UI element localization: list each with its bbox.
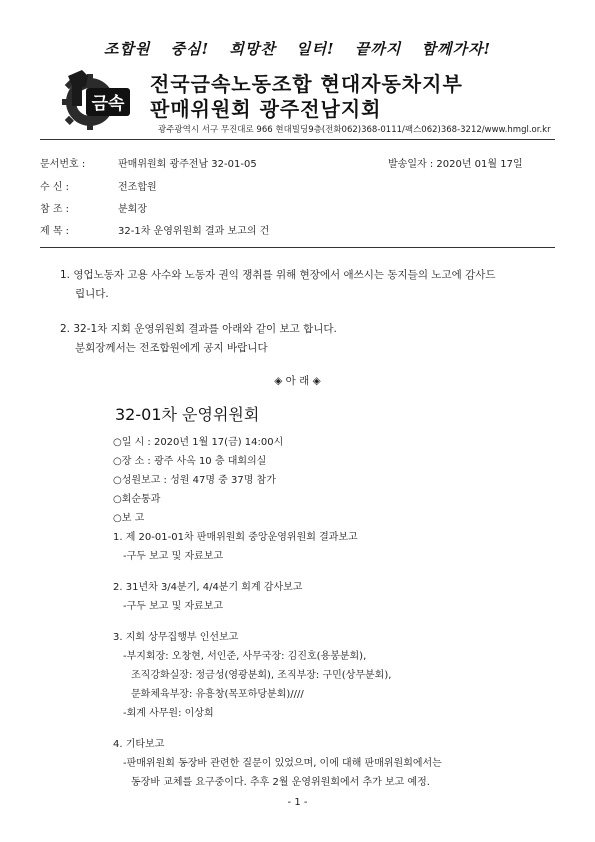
meta-divider: [40, 247, 555, 248]
send-date: 2020년 01월 17일: [436, 159, 523, 170]
recipient-label: 수 신 :: [40, 182, 70, 193]
doc-number: 판매위원회 광주전남 32-01-05: [118, 159, 257, 170]
recipient: 전조합원: [118, 182, 157, 193]
reference-row: [40, 200, 147, 215]
subject-row: [40, 222, 269, 237]
report-item-2-detail: -구두 보고 및 자료보고: [123, 601, 224, 612]
paragraph-1-line2: 립니다.: [75, 288, 109, 300]
union-logo: [60, 66, 132, 130]
below-marker: ◈ 아 래 ◈: [274, 375, 321, 387]
slogan: 조합원 중심! 희망찬 일터! 끝까지 함께가자!: [103, 40, 492, 58]
date-label: 발송일자 :: [388, 159, 434, 170]
logo-text: 금속: [91, 94, 125, 114]
report-item-1-detail: -구두 보고 및 자료보고: [123, 551, 224, 562]
date-row: [388, 155, 523, 170]
paragraph-2-line1: 2. 32-1차 지회 운영위원회 결과를 아래와 같이 보고 합니다.: [60, 323, 337, 335]
paragraph-2-line2: 분회장께서는 전조합원에게 공지 바랍니다: [75, 342, 268, 354]
reference: 분회장: [118, 204, 147, 215]
report-item-2: 2. 31년차 3/4분기, 4/4분기 회계 감사보고: [113, 582, 303, 593]
report-item-3: 3. 지회 상무집행부 인선보고: [113, 632, 239, 643]
report-item-1: 1. 제 20-01-01차 판매위원회 중앙운영위원회 결과보고: [113, 532, 358, 543]
org-address: 광주광역시 서구 무진대로 966 현대빌딩9층(전화062)368-0111/팩스062)368-3212/www.hmgl.or.kr: [158, 125, 551, 135]
report-item-3-line2: 조직강화실장: 정금성(영광분회), 조직부장: 구민(상무분회),: [131, 670, 392, 681]
page-number: - 1 -: [287, 797, 308, 808]
meeting-where: ○장 소 : 광주 사옥 10 층 대회의실: [113, 456, 267, 467]
header-divider: [40, 139, 555, 140]
paragraph-1-line1: 1. 영업노동자 고용 사수와 노동자 권익 쟁취를 위해 현장에서 애쓰시는 동지들의 노고에 감사드: [60, 269, 496, 281]
report-item-3-line1: -부지회장: 오창현, 서인준, 사무국장: 김진호(용봉분회),: [123, 651, 367, 662]
subject-label: 제 목 :: [40, 226, 70, 237]
meeting-opening: ○회순통과: [113, 494, 161, 505]
subject: 32-1차 운영위원회 결과 보고의 건: [118, 226, 270, 237]
doc-number-label: 문서번호 :: [40, 159, 86, 170]
doc-number-row: [40, 155, 257, 170]
reference-label: 참 조 :: [40, 204, 70, 215]
meeting-when: ○일 시 : 2020년 1월 17(금) 14:00시: [113, 437, 284, 448]
report-item-4-line1: -판매위원회 동장바 관련한 질문이 있었으며, 이에 대해 판매위원회에서는: [123, 758, 442, 769]
org-name-line2: 판매위원회 광주전남지회: [150, 97, 382, 121]
recipient-row: [40, 178, 157, 193]
report-item-3-line3: 문화체육부장: 유흥창(목포하당분회)////: [131, 689, 304, 700]
report-item-4-line2: 동장바 교체를 요구중이다. 추후 2월 운영위원회에서 추가 보고 예정.: [131, 777, 430, 788]
meeting-quorum: ○성원보고 : 성원 47명 중 37명 참가: [113, 475, 276, 486]
report-item-4: 4. 기타보고: [113, 739, 165, 750]
meeting-report: ○보 고: [113, 513, 145, 524]
report-item-3-line4: -회계 사무원: 이상희: [123, 708, 214, 719]
org-name-line1: 전국금속노동조합 현대자동차지부: [150, 72, 463, 96]
meeting-title: 32-01차 운영위원회: [115, 405, 260, 424]
